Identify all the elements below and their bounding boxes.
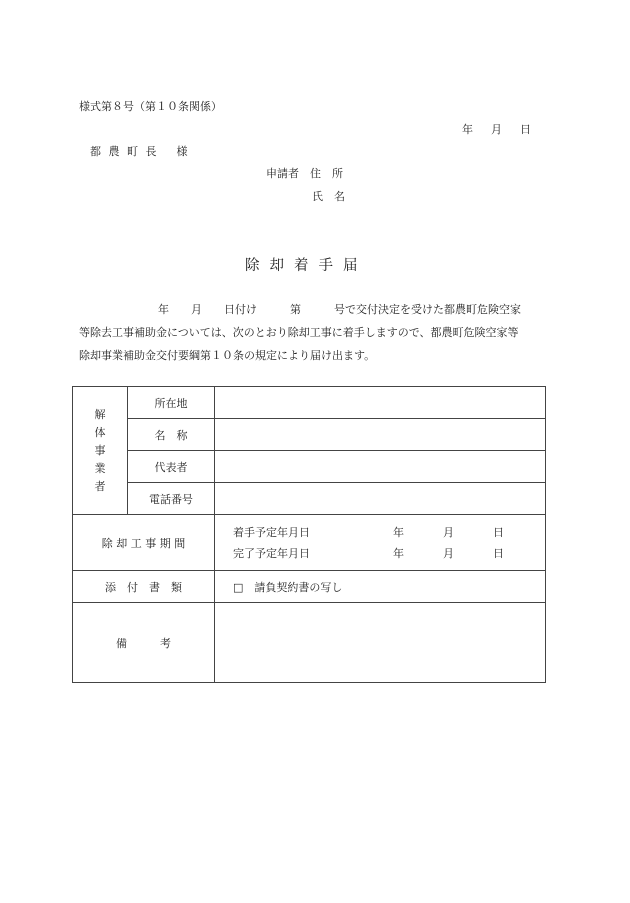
contractor-char: 者 — [94, 479, 106, 493]
body-line-3: 除却事業補助金交付要綱第１０条の規定により届け出ます。 — [79, 349, 376, 362]
phone-label: 電話番号 — [128, 483, 215, 515]
start-month: 月 — [443, 525, 454, 539]
submission-date — [462, 121, 531, 137]
name-field[interactable] — [215, 419, 546, 451]
representative-field[interactable] — [215, 451, 546, 483]
body-line-2: 等除去工事補助金については、次のとおり除却工事に着手しますので、都農町危険空家等 — [79, 326, 519, 339]
table-row — [73, 571, 546, 603]
date-day: 日 — [520, 123, 531, 136]
phone-field[interactable] — [215, 483, 546, 515]
body-line-1: 年 月 日付け 第 号で交付決定を受けた都農町危険空家 — [158, 303, 521, 316]
representative-label: 代表者 — [128, 451, 215, 483]
attachments-label: 添 付 書 類 — [73, 571, 215, 603]
name-label: 名 称 — [128, 419, 215, 451]
start-year: 年 — [393, 525, 404, 539]
addressee-honorific: 様 — [176, 145, 190, 158]
addressee-name: 都 農 町 長 — [90, 145, 159, 158]
contractor-char: 業 — [94, 461, 106, 475]
start-date-label: 着手予定年月日 — [233, 525, 310, 539]
end-year: 年 — [393, 546, 404, 560]
table-row — [73, 387, 546, 419]
date-month: 月 — [491, 123, 502, 136]
applicant-name-label: 氏 名 — [312, 190, 345, 203]
remarks-field[interactable] — [215, 603, 546, 683]
document-title: 除却着手届 — [245, 258, 368, 274]
contractor-char: 体 — [94, 425, 106, 439]
addressee — [90, 143, 190, 159]
contractor-char: 事 — [94, 443, 106, 457]
start-date-line — [215, 522, 545, 543]
contractor-header — [73, 387, 128, 515]
table-row — [73, 451, 546, 483]
notice-form-table — [72, 386, 546, 683]
end-month: 月 — [443, 546, 454, 560]
form-number: 様式第８号（第１０条関係） — [79, 100, 222, 113]
start-day: 日 — [493, 525, 504, 539]
table-row — [73, 603, 546, 683]
end-date-line — [215, 543, 545, 564]
notice-body — [79, 298, 549, 367]
table-row — [73, 515, 546, 571]
period-field[interactable] — [215, 515, 546, 571]
date-year: 年 — [462, 123, 473, 136]
attachment-checkbox-item[interactable]: □ 請負契約書の写し — [215, 571, 546, 603]
remarks-label: 備 考 — [73, 603, 215, 683]
end-day: 日 — [493, 546, 504, 560]
table-row — [73, 483, 546, 515]
location-label: 所在地 — [128, 387, 215, 419]
contractor-char: 解 — [94, 407, 106, 421]
applicant-address-label: 申請者 住 所 — [266, 167, 343, 180]
location-field[interactable] — [215, 387, 546, 419]
end-date-label: 完了予定年月日 — [233, 546, 310, 560]
table-row — [73, 419, 546, 451]
period-label: 除 却 工 事 期 間 — [73, 515, 215, 571]
